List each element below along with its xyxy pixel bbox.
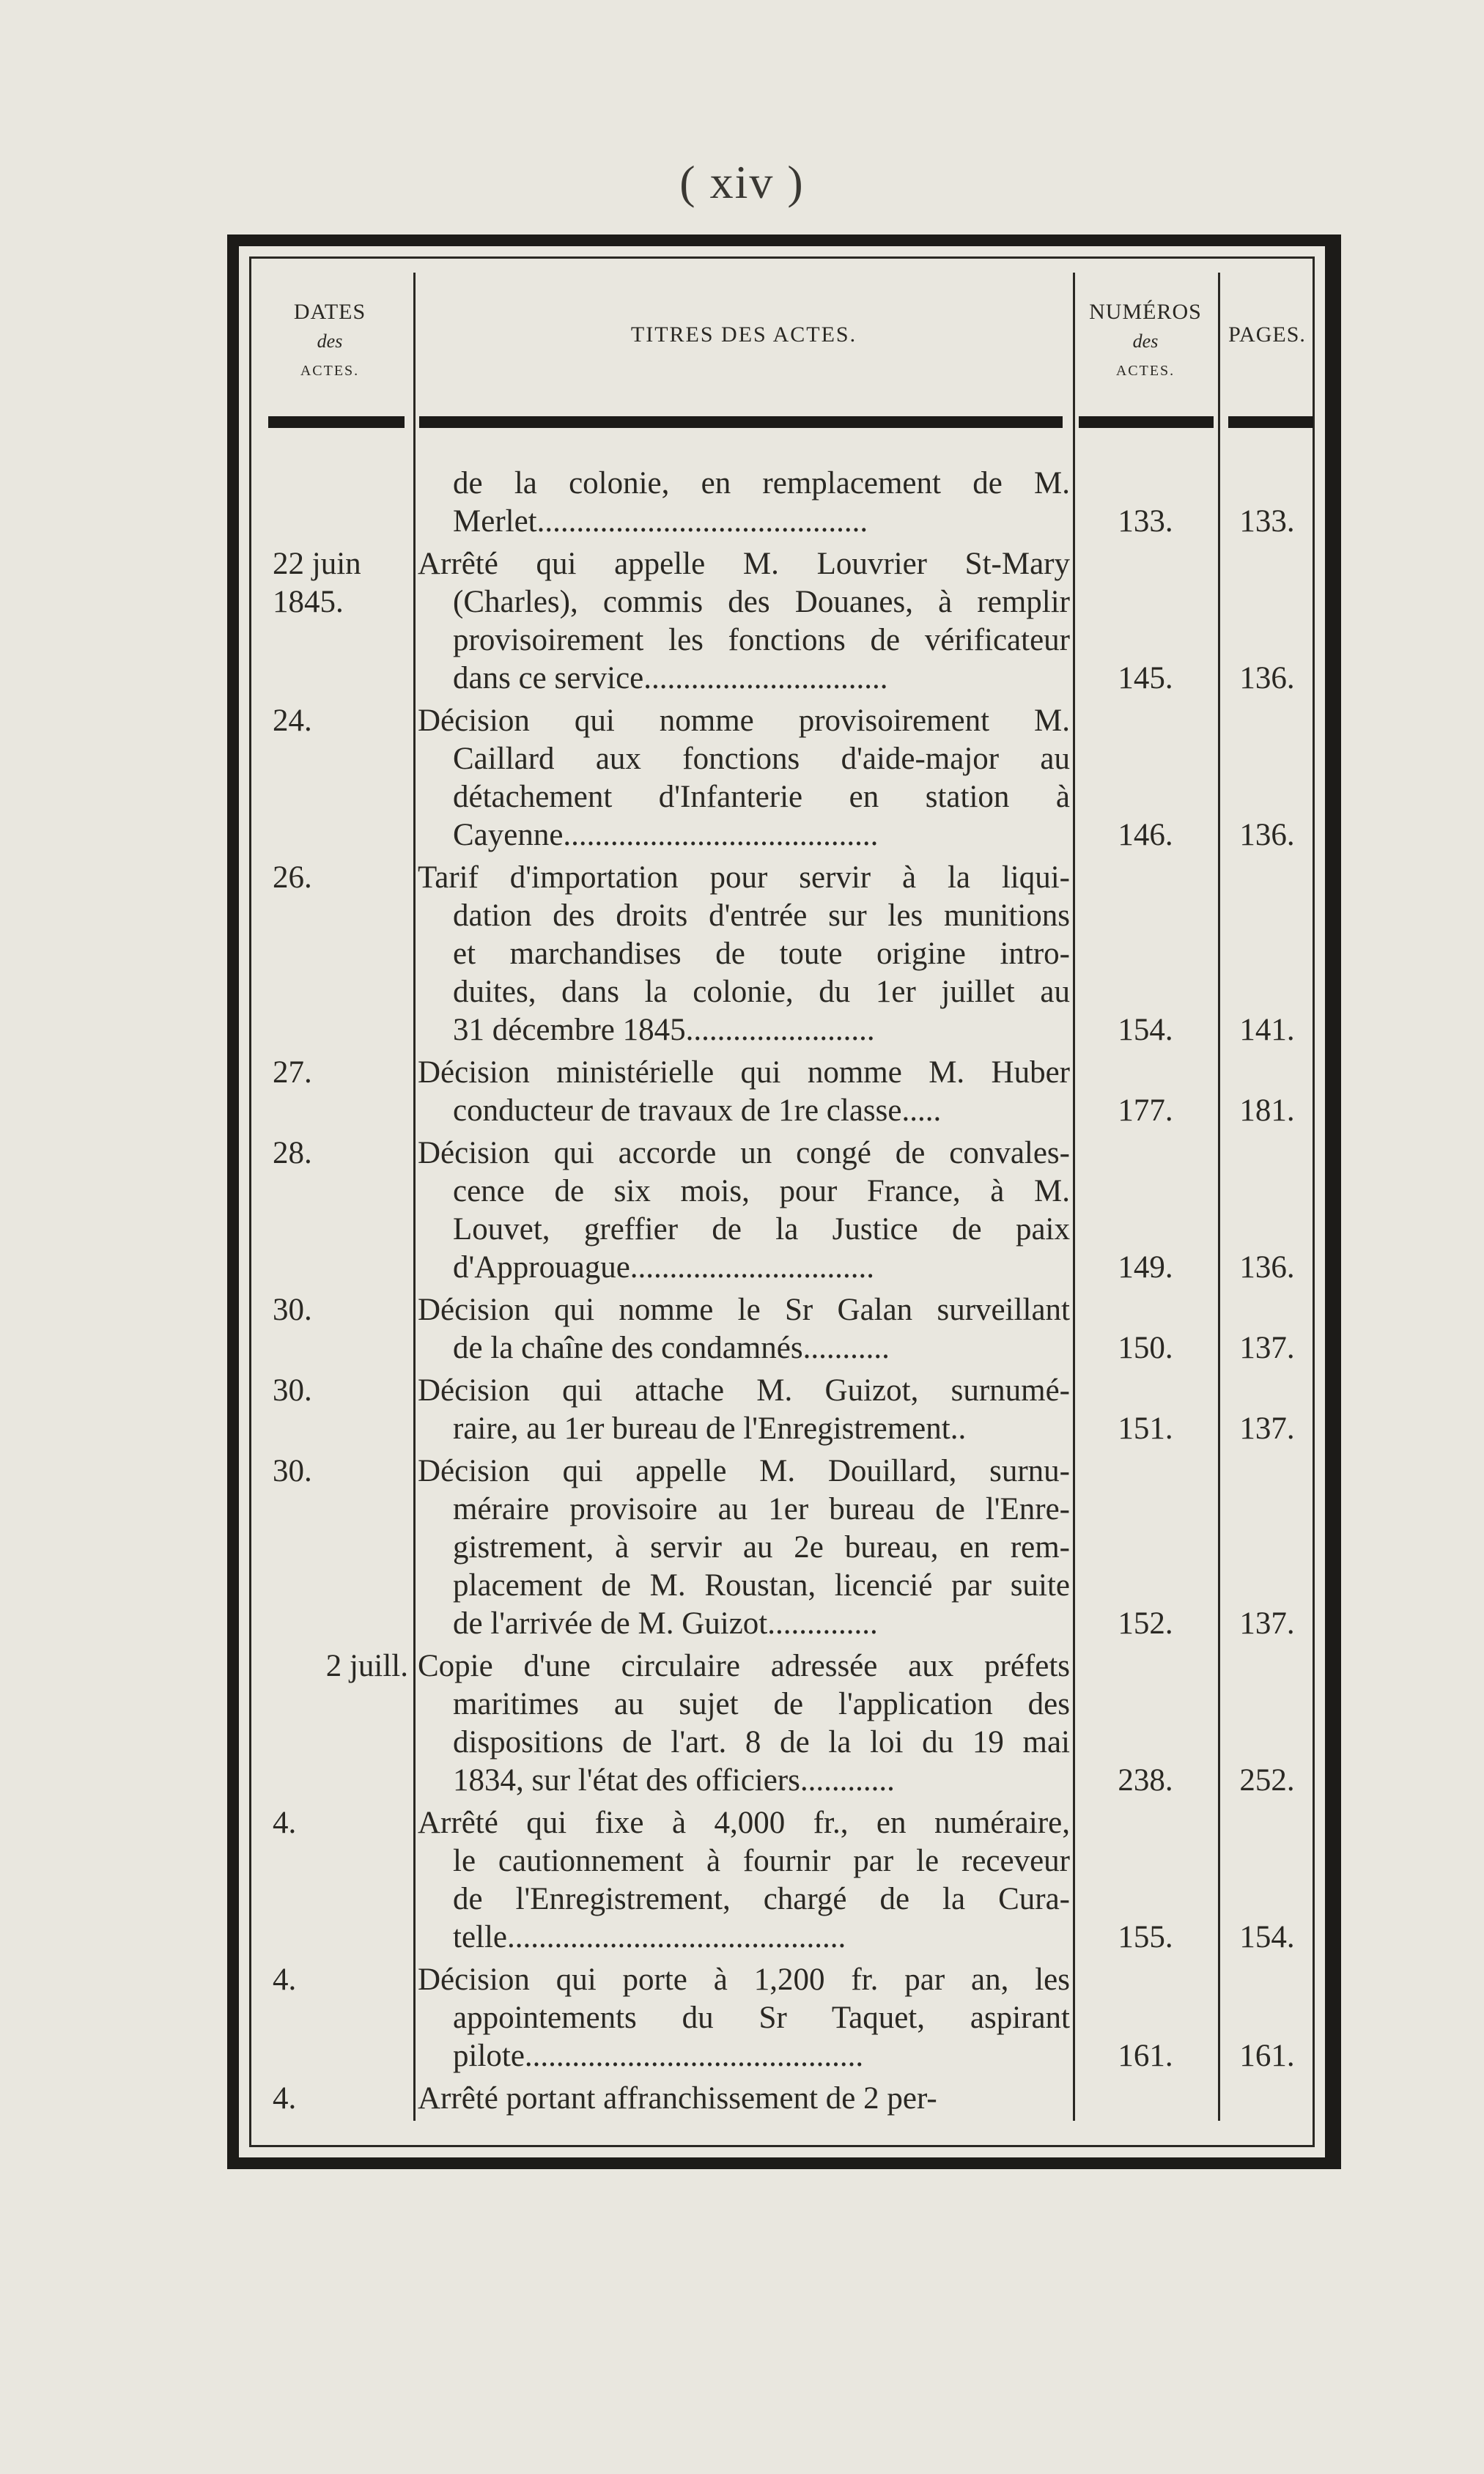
entry-title bbox=[418, 1054, 1070, 1130]
entry-date: 27. bbox=[273, 1055, 312, 1090]
entry-title-line: Tarif d'importation pour servir à la liqui- bbox=[418, 860, 1070, 895]
entry-numero: 151. bbox=[1118, 1411, 1173, 1446]
entry-title-line: de la chaîne des condamnés........... bbox=[453, 1331, 890, 1365]
entry-title-line: pilote........................................... bbox=[453, 2039, 864, 2073]
header-dates-line1: DATES bbox=[293, 300, 366, 324]
entry-numero: 145. bbox=[1118, 661, 1173, 695]
header-dates bbox=[249, 298, 410, 385]
entry-title-line: Décision ministérielle qui nomme M. Huber bbox=[418, 1055, 1070, 1090]
entry-date: 24. bbox=[273, 704, 312, 738]
entry-title bbox=[418, 1804, 1070, 1957]
header-rule bbox=[268, 416, 405, 428]
entry-title bbox=[418, 1961, 1070, 2075]
entry-title-line: duites, dans la colonie, du 1er juillet au bbox=[453, 975, 1070, 1009]
header-numeros-line1: NUMÉROS bbox=[1089, 300, 1202, 324]
entry-numero: 149. bbox=[1118, 1250, 1173, 1285]
entry-numero: 152. bbox=[1118, 1606, 1173, 1641]
entry-page: 141. bbox=[1239, 1013, 1295, 1047]
entry-numero: 238. bbox=[1118, 1763, 1173, 1798]
entry-page: 137. bbox=[1239, 1411, 1295, 1446]
entry-title bbox=[418, 1372, 1070, 1448]
page-number: ( xiv ) bbox=[679, 156, 805, 208]
entry-title-line: Décision qui accorde un congé de convales- bbox=[418, 1136, 1070, 1170]
entry-title-line: et marchandises de toute origine intro- bbox=[453, 937, 1070, 971]
entry-page: 181. bbox=[1239, 1093, 1295, 1128]
entry-page: 161. bbox=[1239, 2039, 1295, 2073]
entry-title-line: de l'arrivée de M. Guizot.............. bbox=[453, 1606, 878, 1641]
entry-title-line: dation des droits d'entrée sur les munitions bbox=[453, 898, 1070, 933]
header-rule bbox=[1079, 416, 1214, 428]
entry-title-line: placement de M. Roustan, licencié par suite bbox=[453, 1568, 1070, 1603]
column-separator bbox=[1218, 273, 1220, 2121]
header-numeros-line3: ACTES. bbox=[1115, 363, 1175, 379]
entry-title-line: détachement d'Infanterie en station à bbox=[453, 780, 1070, 814]
entry-page: 133. bbox=[1239, 504, 1295, 539]
entry-title-line: de l'Enregistrement, chargé de la Cura- bbox=[453, 1882, 1070, 1916]
entry-title-line: cence de six mois, pour France, à M. bbox=[453, 1174, 1070, 1208]
header-numeros bbox=[1074, 298, 1217, 385]
entry-title bbox=[418, 1291, 1070, 1367]
header-rule bbox=[1228, 416, 1313, 428]
entry-numero: 150. bbox=[1118, 1331, 1173, 1365]
entry-title-line: Arrêté qui fixe à 4,000 fr., en numéraire, bbox=[418, 1806, 1070, 1840]
entry-title-line: maritimes au sujet de l'application des bbox=[453, 1687, 1070, 1721]
entry-title-line: Décision qui attache M. Guizot, surnumé- bbox=[418, 1373, 1070, 1408]
entry-title-line: Décision qui porte à 1,200 fr. par an, les bbox=[418, 1962, 1070, 1997]
entry-title bbox=[418, 1647, 1070, 1800]
entry-date: 4. bbox=[273, 2081, 297, 2116]
entry-numero: 154. bbox=[1118, 1013, 1173, 1047]
entry-page: 136. bbox=[1239, 818, 1295, 852]
entry-numero: 155. bbox=[1118, 1920, 1173, 1954]
entry-title-line: 31 décembre 1845........................ bbox=[453, 1013, 875, 1047]
entry-page: 252. bbox=[1239, 1763, 1295, 1798]
entry-title-line: Décision qui appelle M. Douillard, surnu- bbox=[418, 1454, 1070, 1488]
entry-title-line: d'Approuague............................... bbox=[453, 1250, 875, 1285]
entry-title-line: Louvet, greffier de la Justice de paix bbox=[453, 1212, 1070, 1247]
header-pages: PAGES. bbox=[1228, 322, 1306, 347]
entry-title-line: raire, au 1er bureau de l'Enregistrement.. bbox=[453, 1411, 967, 1446]
entry-title-line: Décision qui nomme le Sr Galan surveillant bbox=[418, 1293, 1070, 1327]
entry-date: 4. bbox=[273, 1806, 297, 1840]
entry-numero: 177. bbox=[1118, 1093, 1173, 1128]
entry-title-line: Cayenne........................................ bbox=[453, 818, 879, 852]
column-separator bbox=[1073, 273, 1075, 2121]
entry-title bbox=[418, 1134, 1070, 1287]
entry-numero: 161. bbox=[1118, 2039, 1173, 2073]
entry-title bbox=[418, 545, 1070, 698]
entry-page: 136. bbox=[1239, 1250, 1295, 1285]
entry-title-line: provisoirement les fonctions de vérificateur bbox=[453, 623, 1070, 657]
entry-title-line: Arrêté portant affranchissement de 2 per- bbox=[418, 2081, 937, 2116]
entry-date: 30. bbox=[273, 1373, 312, 1408]
entry-page: 136. bbox=[1239, 661, 1295, 695]
entry-date: 22 juin 1845. bbox=[273, 547, 361, 619]
entry-date: 30. bbox=[273, 1454, 312, 1488]
entry-title bbox=[418, 465, 1070, 541]
entry-title-line: Décision qui nomme provisoirement M. bbox=[418, 704, 1070, 738]
entry-title-line: de la colonie, en remplacement de M. bbox=[453, 466, 1070, 501]
entry-date: 30. bbox=[273, 1293, 312, 1327]
entry-numero: 146. bbox=[1118, 818, 1173, 852]
entry-title bbox=[418, 702, 1070, 854]
entry-page: 154. bbox=[1239, 1920, 1295, 1954]
entry-date: 2 juill. bbox=[325, 1649, 408, 1683]
entry-title-line: dispositions de l'art. 8 de la loi du 19 mai bbox=[453, 1725, 1070, 1760]
entry-numero: 133. bbox=[1118, 504, 1173, 539]
entry-title-line: Merlet.......................................... bbox=[453, 504, 868, 539]
header-dates-line2: des bbox=[317, 331, 343, 352]
entry-title-line: dans ce service............................... bbox=[453, 661, 888, 695]
entry-title-line: méraire provisoire au 1er bureau de l'Enre- bbox=[453, 1492, 1070, 1526]
entry-title-line: telle........................................... bbox=[453, 1920, 846, 1954]
entry-page: 137. bbox=[1239, 1606, 1295, 1641]
entry-date: 26. bbox=[273, 860, 312, 895]
column-separator bbox=[413, 273, 416, 2121]
entry-title-line: 1834, sur l'état des officiers............ bbox=[453, 1763, 895, 1798]
entry-title-line: conducteur de travaux de 1re classe..... bbox=[453, 1093, 942, 1128]
entry-title-line: (Charles), commis des Douanes, à remplir bbox=[453, 585, 1070, 619]
header-numeros-line2: des bbox=[1132, 331, 1159, 352]
entry-title-line: Arrêté qui appelle M. Louvrier St-Mary bbox=[418, 547, 1070, 581]
entry-date: 28. bbox=[273, 1136, 312, 1170]
entry-date: 4. bbox=[273, 1962, 297, 1997]
entry-title bbox=[418, 859, 1070, 1049]
entry-title-line: gistrement, à servir au 2e bureau, en rem- bbox=[453, 1530, 1070, 1565]
entry-title bbox=[418, 2080, 1070, 2118]
entry-title-line: Copie d'une circulaire adressée aux préfets bbox=[418, 1649, 1070, 1683]
header-rule bbox=[419, 416, 1063, 428]
entry-title-line: Caillard aux fonctions d'aide-major au bbox=[453, 742, 1070, 776]
entry-title bbox=[418, 1452, 1070, 1643]
entry-title-line: appointements du Sr Taquet, aspirant bbox=[453, 2001, 1070, 2035]
entry-page: 137. bbox=[1239, 1331, 1295, 1365]
header-titres: TITRES DES ACTES. bbox=[630, 322, 857, 347]
entry-title-line: le cautionnement à fournir par le receveur bbox=[453, 1844, 1070, 1878]
header-dates-line3: ACTES. bbox=[300, 363, 360, 379]
